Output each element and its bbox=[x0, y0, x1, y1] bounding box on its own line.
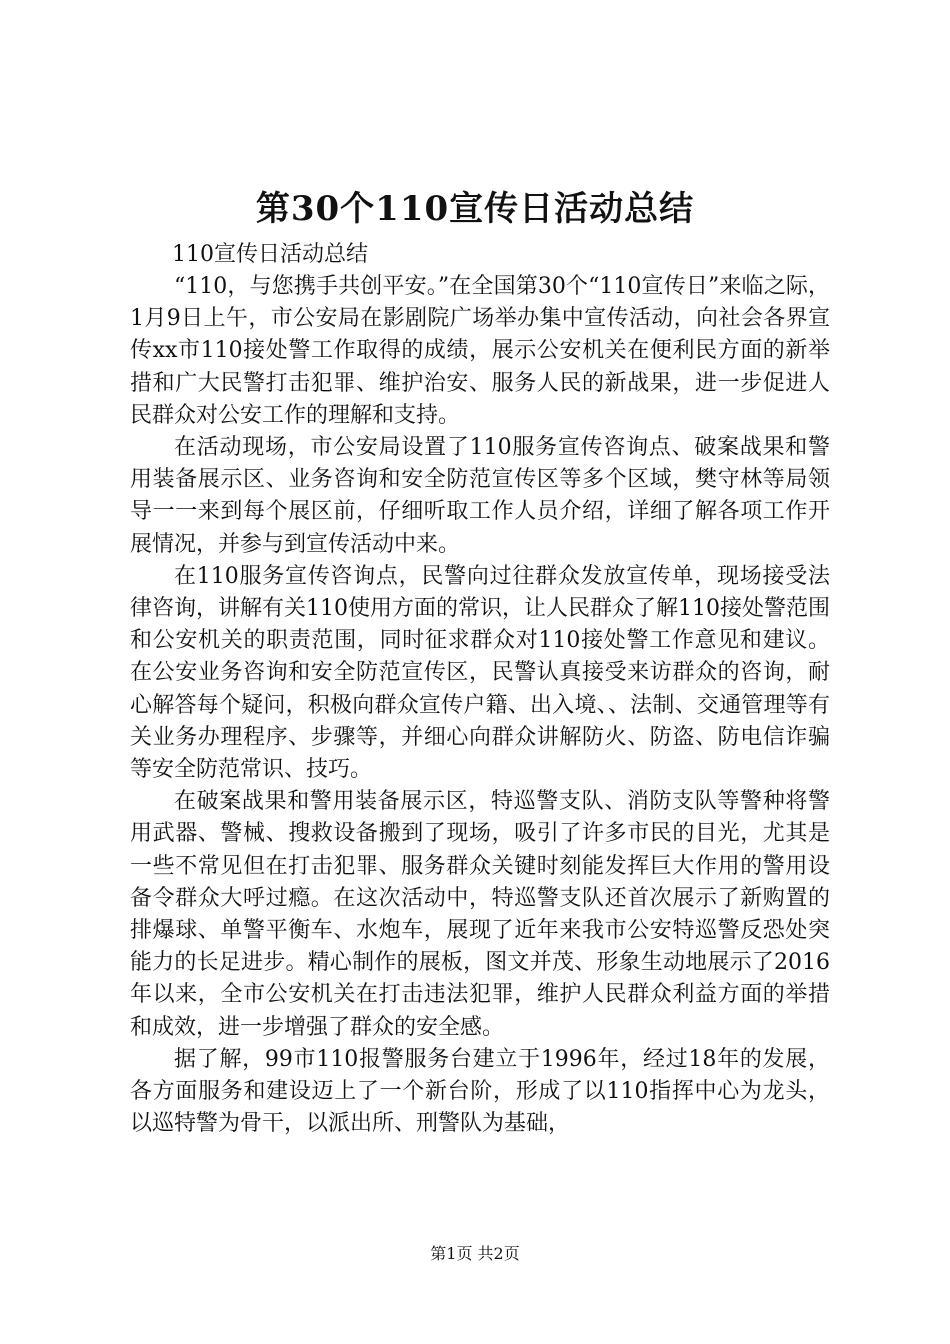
page-number-footer: 第1页 共2页 bbox=[430, 1244, 520, 1263]
paragraph-5: 据了解，99市110报警服务台建立于1996年，经过18年的发展，各方面服务和建设迈上了一个新台阶，形成了以110指挥中心为龙头，以巡特警为骨干，以派出所、刑警队为基础， bbox=[130, 1046, 830, 1137]
paragraph-3: 在110服务宣传咨询点，民警向过往群众发放宣传单，现场接受法律咨询，讲解有关110使用方面的常识，让人民群众了解110接处警范围和公安机关的职责范围，同时征求群众对110接处警工作意见和建议。在公安业务咨询和安全防范宣传区，民警认真接受来访群众的咨询，耐心解答每个疑问，积极向群众宣传户籍、出入境、、法制、交通管理等有关业务办理程序、步骤等，并细心向群众讲解防火、防盗、防电信诈骗等安全防范常识、技巧。 bbox=[130, 563, 830, 783]
paragraph-2: 在活动现场，市公安局设置了110服务宣传咨询点、破案战果和警用装备展示区、业务咨询和安全防范宣传区等多个区域，樊守林等局领导一一来到每个展区前，仔细听取工作人员介绍，详细了解各项工作开展情况，并参与到宣传活动中来。 bbox=[130, 435, 830, 557]
document-subtitle: 110宣传日活动总结 bbox=[172, 242, 368, 267]
paragraph-1: “110，与您携手共创平安。”在全国第30个“110宣传日”来临之际，1月9日上午，市公安局在影剧院广场举办集中宣传活动，向社会各界宣传xx市110接处警工作取得的成绩，展示公安机关在便利民方面的新举措和广大民警打击犯罪、维护治安、服务人民的新战果，进一步促进人民群众对公安工作的理解和支持。 bbox=[130, 274, 830, 428]
paragraph-4: 在破案战果和警用装备展示区，特巡警支队、消防支队等警种将警用武器、警械、搜救设备搬到了现场，吸引了许多市民的目光，尤其是一些不常见但在打击犯罪、服务群众关键时刻能发挥巨大作用的警用设备令群众大呼过瘾。在这次活动中，特巡警支队还首次展示了新购置的排爆球、单警平衡车、水炮车，展现了近年来我市公安特巡警反恐处突能力的长足进步。精心制作的展板，图文并茂、形象生动地展示了2016年以来，全市公安机关在打击违法犯罪，维护人民群众利益方面的举措和成效，进一步增强了群众的安全感。 bbox=[130, 789, 830, 1040]
document-title: 第30个110宣传日活动总结 bbox=[255, 189, 695, 229]
document-body bbox=[130, 239, 830, 1140]
